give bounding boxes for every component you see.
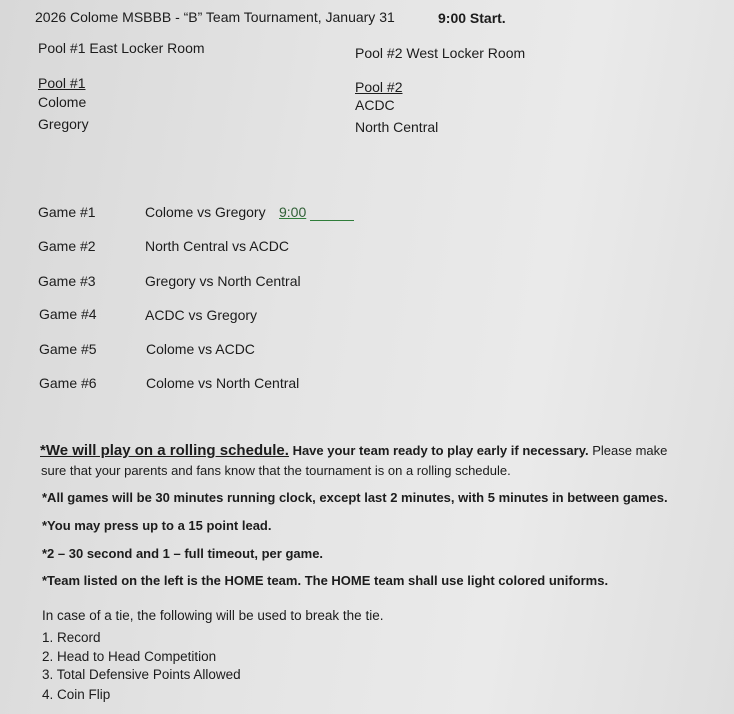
rolling-notice [40,442,667,459]
pool2-heading: Pool #2 [355,79,403,95]
rolling-notice-tail: Please make [588,443,668,458]
game-3-label: Game #3 [38,273,96,289]
tiebreak-item-4: 4. Coin Flip [42,687,111,702]
rule-clock: *All games will be 30 minutes running clock, except last 2 minutes, with 5 minutes in between games. [42,490,668,505]
rolling-notice-bold: *We will play on a rolling schedule. [40,442,289,459]
tiebreak-item-1: 1. Record [42,630,101,645]
rolling-notice-line2: sure that your parents and fans know that the tournament is on a rolling schedule. [41,463,511,478]
game-2-match: North Central vs ACDC [145,238,289,254]
pool1-team-1: Colome [38,94,87,110]
rule-press: *You may press up to a 15 point lead. [42,518,272,533]
game-1-label: Game #1 [38,204,96,220]
game-1-time: 9:00 [279,204,307,220]
game-1-time-line [310,220,354,221]
start-time: 9:00 Start. [438,10,506,26]
game-3-match: Gregory vs North Central [145,273,301,289]
rolling-notice-rest: Have your team ready to play early if necessary. [288,443,589,458]
game-5-label: Game #5 [39,341,97,357]
pool1-room: Pool #1 East Locker Room [38,40,205,56]
rule-timeouts: *2 – 30 second and 1 – full timeout, per game. [42,546,324,561]
tiebreak-intro: In case of a tie, the following will be used to break the tie. [42,608,384,623]
game-2-label: Game #2 [38,238,96,254]
pool2-team-2: North Central [355,119,439,135]
game-1-match: Colome vs Gregory [145,204,266,220]
pool2-team-1: ACDC [355,97,395,113]
tiebreak-item-2: 2. Head to Head Competition [42,649,217,664]
tiebreak-item-3: 3. Total Defensive Points Allowed [42,667,241,682]
pool1-team-2: Gregory [38,116,89,132]
pool1-heading: Pool #1 [38,75,86,91]
pool2-room: Pool #2 West Locker Room [355,45,526,61]
game-5-match: Colome vs ACDC [146,341,255,357]
game-6-match: Colome vs North Central [146,375,300,391]
game-6-label: Game #6 [39,375,97,391]
game-4-label: Game #4 [39,306,97,322]
tournament-title: 2026 Colome MSBBB - “B” Team Tournament, January 31 [35,9,395,25]
rule-home-team: *Team listed on the left is the HOME team. The HOME team shall use light colored uniforms. [42,573,609,588]
game-4-match: ACDC vs Gregory [145,307,258,323]
